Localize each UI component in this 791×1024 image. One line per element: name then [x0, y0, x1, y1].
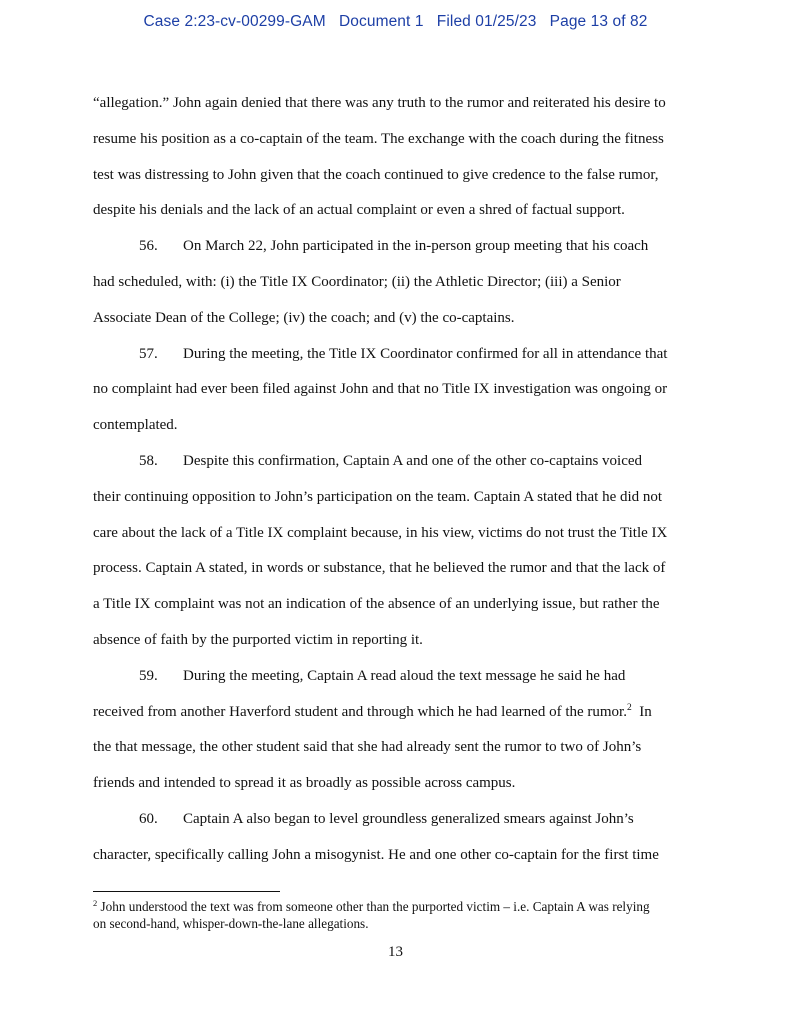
- body-line: resume his position as a co-captain of the team. The exchange with the coach during the fitness: [93, 130, 664, 147]
- body-line: absence of faith by the purported victim in reporting it.: [93, 631, 423, 648]
- body-line: During the meeting, Captain A read aloud the text message he said he had: [183, 667, 626, 684]
- body-line: friends and intended to spread it as broadly as possible across campus.: [93, 775, 516, 792]
- footnote-marker: 2: [93, 898, 98, 908]
- footnote-line: on second-hand, whisper-down-the-lane allegations.: [93, 915, 369, 931]
- filed-date: Filed 01/25/23: [436, 13, 537, 30]
- body-line: their continuing opposition to John’s participation on the team. Captain A stated that he did not: [93, 488, 663, 505]
- case-header: [0, 13, 791, 31]
- document-body: [93, 92, 695, 880]
- paragraph-first-line: [93, 808, 695, 844]
- body-line: test was distressing to John given that the coach continued to give credence to the false rumor,: [93, 166, 659, 183]
- body-line: Captain A also began to level groundless generalized smears against John’s: [183, 810, 634, 827]
- body-line: the that message, the other student said that she had already sent the rumor to two of John’s: [93, 739, 642, 756]
- body-line: character, specifically calling John a misogynist. He and one other co-captain for the first time: [93, 846, 659, 863]
- paragraph-first-line: [93, 235, 695, 271]
- paragraph-number: 60.: [139, 810, 158, 827]
- body-line: no complaint had ever been filed against John and that no Title IX investigation was ongoing or: [93, 381, 668, 398]
- body-line: “allegation.” John again denied that there was any truth to the rumor and reiterated his desire to: [93, 95, 666, 111]
- page-of-total: Page 13 of 82: [549, 13, 648, 30]
- body-line: contemplated.: [93, 417, 178, 434]
- footnote-text: John understood the text was from someone other than the purported victim – i.e. Captain A was relying: [97, 899, 650, 914]
- paragraph-first-line: [93, 450, 695, 486]
- body-line: On March 22, John participated in the in-person group meeting that his coach: [183, 238, 649, 255]
- body-line: received from another Haverford student and through which he had learned of the rumor.: [93, 703, 627, 720]
- body-line-tail: In: [631, 703, 652, 720]
- footnote-reference[interactable]: 2: [626, 702, 632, 713]
- body-line: had scheduled, with: (i) the Title IX Coordinator; (ii) the Athletic Director; (iii) a Senior: [93, 273, 621, 290]
- paragraph-number: 59.: [139, 667, 158, 684]
- document-number: Document 1: [338, 13, 424, 30]
- body-line: a Title IX complaint was not an indication of the absence of an underlying issue, but rather the: [93, 596, 660, 613]
- body-line: care about the lack of a Title IX complaint because, in his view, victims do not trust the Title IX: [93, 524, 668, 541]
- body-line: process. Captain A stated, in words or substance, that he believed the rumor and that the lack of: [93, 560, 666, 577]
- body-line: During the meeting, the Title IX Coordinator confirmed for all in attendance that: [183, 345, 668, 362]
- footnote-divider: [93, 891, 280, 892]
- body-line: Associate Dean of the College; (iv) the coach; and (v) the co-captains.: [93, 309, 515, 326]
- footnote-line: [93, 899, 703, 916]
- paragraph-number: 56.: [139, 238, 158, 255]
- body-line-with-footnote: [93, 701, 695, 737]
- footnote: [93, 899, 703, 932]
- case-number: Case 2:23-cv-00299-GAM: [143, 13, 326, 30]
- page-number: 13: [388, 944, 403, 960]
- paragraph-first-line: [93, 665, 695, 701]
- body-line: Despite this confirmation, Captain A and one of the other co-captains voiced: [183, 452, 643, 469]
- paragraph-number: 58.: [139, 452, 158, 469]
- paragraph-first-line: [93, 343, 695, 379]
- paragraph-number: 57.: [139, 345, 158, 362]
- body-line: despite his denials and the lack of an actual complaint or even a shred of factual support.: [93, 202, 625, 219]
